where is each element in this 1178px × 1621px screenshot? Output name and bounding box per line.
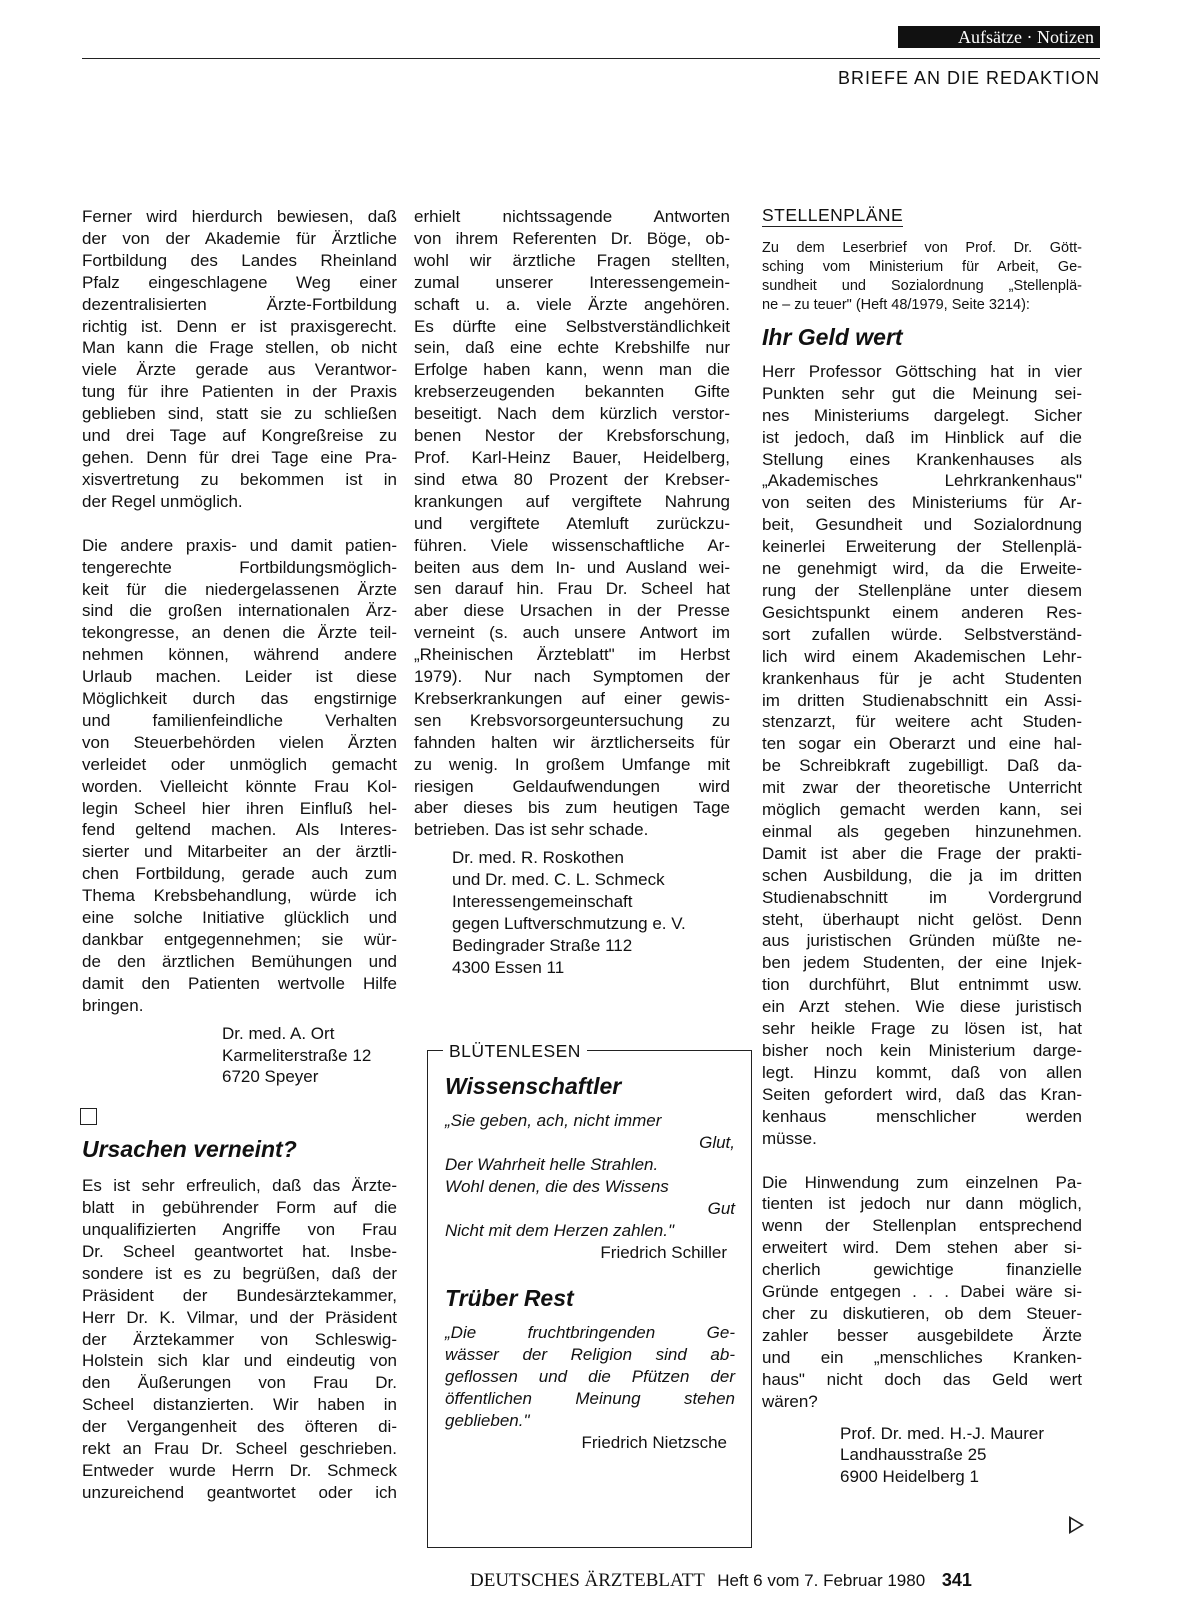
text-line: Es ist sehr erfreulich, daß das Ärzte- <box>82 1176 397 1196</box>
text-line: sein, daß eine echte Krebshilfe nur <box>414 338 730 358</box>
paragraph <box>82 206 397 513</box>
intro-line: ne – zu teuer" (Heft 48/1979, Seite 3214): <box>762 297 1030 313</box>
text-line: von ihrem Referenten Dr. Böge, ob- <box>414 228 730 248</box>
text-line: be Schreibkraft zugebilligt. Daß da- <box>762 756 1082 776</box>
text-line: 1979). Nur nach Symptomen der <box>414 667 730 687</box>
text-line: krankenhaus für je acht Studenten <box>762 668 1082 688</box>
text-line: und vergiftete Atemluft zurückzu- <box>414 513 730 533</box>
top-rule <box>82 58 1100 59</box>
text-line: krebserzeugenden bekannten Gifte <box>414 382 730 402</box>
text-line: ben jedem Studenten, der eine Injek- <box>762 953 1082 973</box>
intro-line: Zu dem Leserbrief von Prof. Dr. Gött- <box>762 240 1082 256</box>
signature-line: Prof. Dr. med. H.-J. Maurer <box>840 1423 1045 1443</box>
text-line: dankbar entgegennehmen; sie wür- <box>82 930 397 949</box>
quote-line: Glut, <box>699 1132 735 1152</box>
text-line: lich wird einem Akademischen Lehr- <box>762 646 1082 666</box>
intro-line: sching vom Ministerium für Arbeit, Ge- <box>762 259 1082 275</box>
text-line: geblieben sind, statt sie zu schließen <box>82 404 397 424</box>
text-line: sen Krebsvorsorgeuntersuchung zu <box>414 710 730 730</box>
text-line: tienten ist jedoch nur dann möglich, <box>762 1194 1082 1214</box>
text-line: Scheel distanzierten. Wir haben in <box>82 1395 397 1415</box>
text-line: legin Scheel hier ihren Einfluß hel- <box>82 798 397 818</box>
text-line: Pfalz eingeschlagene Weg einer <box>82 272 397 292</box>
quote-line: öffentlichen Meinung stehen <box>445 1388 735 1408</box>
footer <box>470 1570 972 1592</box>
box-heading: Trüber Rest <box>445 1284 574 1311</box>
signature <box>762 1423 1082 1489</box>
quote-line: Der Wahrheit helle Strahlen. <box>445 1154 659 1174</box>
section-heading: BRIEFE AN DIE REDAKTION <box>837 68 1100 88</box>
square-icon <box>80 1108 397 1131</box>
text-line: haus" nicht doch das Geld wert <box>762 1369 1082 1389</box>
text-line: Holstein sich klar und eindeutig von <box>82 1351 397 1371</box>
text-line: nehmen können, während andere <box>82 645 397 665</box>
paragraph <box>82 1175 397 1504</box>
text-line: führen. Viele wissenschaftliche Ar- <box>414 535 730 555</box>
text-line: betrieben. Das ist sehr schade. <box>414 820 649 840</box>
quote-line: Wohl denen, die des Wissens <box>445 1176 669 1196</box>
text-line: sind etwa 80 Prozent der Krebser- <box>414 469 730 489</box>
box-heading: Wissenschaftler <box>445 1073 622 1099</box>
text-line: Thema Krebsbehandlung, würde ich <box>82 886 397 906</box>
text-line: wohl wir ärztliche Fragen stellten, <box>414 250 730 270</box>
text-line: mit zwar der theoretische Unterricht <box>762 778 1082 798</box>
text-line: Seiten gefordert wird, daß das Kran- <box>762 1084 1082 1104</box>
text-line: „Akademisches Lehrkrankenhaus" <box>762 471 1082 491</box>
text-line: sondere ist es zu begrüßen, daß der <box>82 1263 397 1283</box>
text-line: bisher noch kein Ministerium darge- <box>762 1041 1082 1060</box>
text-line: sierter und Mitarbeiter an der ärztli- <box>82 842 397 862</box>
text-line: viele Ärzte gerade aus Verantwor- <box>82 360 397 380</box>
text-line: Gesichtspunkt einem anderen Res- <box>762 602 1082 622</box>
text-line: Urlaub machen. Leider ist diese <box>82 667 397 687</box>
text-line: Krebserkrankungen auf einer gewis- <box>414 688 730 708</box>
text-line: zahler besser ausgebildete Ärzte <box>762 1325 1082 1345</box>
quote-line: „Sie geben, ach, nicht immer <box>445 1110 662 1130</box>
text-line: einmal als gegeben hinzunehmen. <box>762 821 1082 841</box>
text-line: kenhaus menschlicher werden <box>762 1106 1082 1126</box>
text-line: krankungen auf vergiftete Nahrung <box>414 491 730 511</box>
text-line: verleidet oder unmöglich gemacht <box>82 754 397 774</box>
text-line: steht, überhaupt nicht gelöst. Denn <box>762 909 1082 929</box>
signature-line: 4300 Essen 11 <box>452 957 565 977</box>
quote-line: geblieben." <box>445 1410 530 1430</box>
signature-line: Dr. med. A. Ort <box>222 1023 335 1043</box>
quote-line: Nicht mit dem Herzen zahlen." <box>445 1220 675 1240</box>
quote-line: „Die fruchtbringenden Ge- <box>445 1322 735 1342</box>
text-line: tengerechte Fortbildungsmöglich- <box>82 557 397 577</box>
signature <box>82 1023 397 1089</box>
text-line: zumal unserer Interessengemein- <box>414 272 730 292</box>
text-line: legt. Hinzu kommt, daß von allen <box>762 1062 1082 1082</box>
text-line: Fortbildung des Landes Rheinland <box>82 250 397 270</box>
text-line: de den ärztlichen Bemühungen und <box>82 951 397 971</box>
quote <box>445 1322 735 1432</box>
column-3 <box>762 204 1082 1488</box>
signature-line: 6720 Speyer <box>222 1067 319 1087</box>
signature-line: Dr. med. R. Roskothen <box>452 848 624 868</box>
paragraph <box>82 535 397 1017</box>
text-line: der von der Akademie für Ärztliche <box>82 228 397 248</box>
text-line: ne genehmigt wird, da die Erweite- <box>762 559 1082 579</box>
text-line: der Vergangenheit des öfteren di- <box>82 1417 397 1437</box>
text-line: blatt in gebührender Form auf die <box>82 1198 397 1218</box>
text-line: den Äußerungen von Frau Dr. <box>82 1373 397 1393</box>
text-line: rung der Stellenpläne unter diesem <box>762 580 1082 600</box>
text-line: Man kann die Frage stellen, ob nicht <box>82 338 397 358</box>
text-line: tung für ihre Patienten in der Praxis <box>82 382 397 402</box>
text-line: und drei Tage auf Kongreßreise zu <box>82 426 397 446</box>
text-line: müsse. <box>762 1128 817 1148</box>
intro-text <box>762 239 1082 315</box>
text-line: erhielt nichtssagende Antworten <box>414 207 730 226</box>
text-line: stenzarzt, für weitere acht Studen- <box>762 712 1082 732</box>
column-1 <box>82 206 397 1504</box>
quote <box>445 1110 735 1242</box>
text-line: unzureichend geantwortet oder ich <box>82 1482 397 1502</box>
quote-line: wässer der Religion sind ab- <box>445 1344 735 1364</box>
quote-author: Friedrich Schiller <box>600 1242 727 1262</box>
text-line: benen Nestor der Krebsforschung, <box>414 426 730 446</box>
paragraph <box>762 361 1082 1150</box>
text-line: beseitigt. Nach dem kürzlich verstor- <box>414 404 730 424</box>
text-line: Herr Dr. K. Vilmar, und der Präsident <box>82 1307 397 1327</box>
continue-arrow-icon <box>1069 1516 1084 1534</box>
box-label: BLÜTENLESEN <box>443 1041 587 1062</box>
text-line: ein Arzt stehen. Wie diese juristisch <box>762 997 1082 1017</box>
text-line: und ein „menschliches Kranken- <box>762 1347 1082 1367</box>
text-line: xisvertretung zu bekommen ist in <box>82 469 397 489</box>
issue-info: Heft 6 vom 7. Februar 1980 <box>717 1571 926 1590</box>
text-line: Die Hinwendung zum einzelnen Pa- <box>762 1172 1082 1192</box>
text-line: chen Fortbildung, gerade auch zum <box>82 864 397 884</box>
text-line: zu wenig. In großem Umfange mit <box>414 754 730 774</box>
text-line: damit den Patienten wertvolle Hilfe <box>82 973 397 993</box>
text-line: aber dieses bis zum heutigen Tage <box>414 798 730 818</box>
box-content <box>445 1073 735 1454</box>
text-line: Die andere praxis- und damit patien- <box>82 535 397 555</box>
text-line: schaft u. a. viele Ärzte angehören. <box>414 294 730 314</box>
text-line: im dritten Studienabschnitt ein Assi- <box>762 690 1082 710</box>
text-line: Stellung eines Krankenhauses als <box>762 449 1082 469</box>
text-line: erweitert wird. Dem stehen aber si- <box>762 1238 1082 1258</box>
text-line: Dr. Scheel geantwortet hat. Insbe- <box>82 1241 397 1261</box>
text-line: eine solche Initiative glücklich und <box>82 908 397 928</box>
text-line: Entweder wurde Herrn Dr. Schmeck <box>82 1460 397 1480</box>
text-line: nes Ministeriums dargelegt. Sicher <box>762 405 1082 425</box>
quote-line: geflossen und die Pfützen der <box>445 1366 735 1386</box>
text-line: tion durchführt, Blut entnimmt usw. <box>762 975 1082 995</box>
text-line: fahnden halten wir ärztlicherseits für <box>414 732 730 752</box>
text-line: „Rheinischen Ärzteblatt" im Herbst <box>414 645 730 665</box>
signature-line: Bedingrader Straße 112 <box>452 935 633 955</box>
text-line: sind die großen internationalen Ärz- <box>82 601 397 621</box>
text-line: beit, Gesundheit und Sozialordnung <box>762 515 1082 535</box>
text-line: richtig ist. Denn er ist praxisgerecht. <box>82 316 397 336</box>
text-line: Studienabschnitt im Vordergrund <box>762 887 1082 907</box>
text-line: und familienfeindliche Verhalten <box>82 710 397 730</box>
text-line: möglich gemacht werden kann, sei <box>762 800 1082 820</box>
article-heading: Ihr Geld wert <box>762 324 903 350</box>
text-line: sen darauf hin. Frau Dr. Scheel hat <box>414 579 730 599</box>
text-line: gehen. Denn für drei Tage eine Pra- <box>82 447 397 467</box>
text-line: unqualifizierten Angriffe von Frau <box>82 1219 397 1239</box>
text-line: schen Ausbildung, die ja im dritten <box>762 865 1082 885</box>
signature-line: gegen Luftverschmutzung e. V. <box>452 914 686 933</box>
text-line: von Steuerbehörden vielen Ärzten <box>82 732 397 752</box>
journal-name: DEUTSCHES ÄRZTEBLATT <box>470 1570 705 1591</box>
quote-line: Gut <box>707 1198 735 1218</box>
text-line: Punkten sehr gut die Meinung sei- <box>762 383 1082 403</box>
text-line: rekt an Frau Dr. Scheel geschrieben. <box>82 1439 397 1459</box>
quote-author: Friedrich Nietzsche <box>581 1432 727 1452</box>
text-line: wären? <box>762 1391 818 1411</box>
text-line: der Ärztekammer von Schleswig- <box>82 1329 397 1349</box>
paragraph <box>414 206 730 841</box>
text-line: Gründe entgegen . . . Dabei wäre si- <box>762 1282 1082 1302</box>
text-line: worden. Vielleicht könnte Frau Kol- <box>82 776 397 796</box>
intro-line: sundheit und Sozialordnung „Stellenplä- <box>762 278 1082 294</box>
text-line: Damit ist aber die Frage der prakti- <box>762 843 1082 863</box>
column-2 <box>414 206 730 979</box>
page-number: 341 <box>941 1570 972 1590</box>
text-line: wenn der Stellenplan entsprechend <box>762 1216 1082 1236</box>
signature <box>414 847 730 978</box>
text-line: bringen. <box>82 995 144 1015</box>
text-line: keinerlei Erweiterung der Stellenplä- <box>762 537 1082 557</box>
text-line: Prof. Karl-Heinz Bauer, Heidelberg, <box>414 447 730 467</box>
text-line: Erfolge haben kann, wenn man die <box>414 360 730 380</box>
text-line: aus juristischen Gründen müßte ne- <box>762 931 1082 951</box>
text-line: Möglichkeit durch das engstirnige <box>82 689 397 709</box>
text-line: Ferner wird hierdurch bewiesen, daß <box>82 207 397 226</box>
signature-line: 6900 Heidelberg 1 <box>840 1467 979 1487</box>
text-line: von seiten des Ministeriums für Ar- <box>762 493 1082 513</box>
signature-line: Landhausstraße 25 <box>840 1445 987 1465</box>
text-line: ten sogar ein Oberarzt und eine hal- <box>762 734 1082 754</box>
signature-line: Karmeliterstraße 12 <box>222 1045 372 1065</box>
kicker: STELLENPLÄNE <box>762 205 904 225</box>
text-line: beiten aus dem In- und Ausland wei- <box>414 557 730 577</box>
text-line: fend geltend machen. Als Interes- <box>82 820 397 840</box>
text-line: cher zu diskutieren, ob dem Steuer- <box>762 1303 1082 1323</box>
signature-line: Interessengemeinschaft <box>452 892 633 912</box>
text-line: dezentralisierten Ärzte-Fortbildung <box>82 294 397 314</box>
text-line: tekongresse, an denen die Ärzte teil- <box>82 623 397 643</box>
text-line: verneint (s. auch unsere Antwort im <box>414 623 730 643</box>
text-line: aber diese Ursachen in der Presse <box>414 601 730 621</box>
text-line: sort zufallen würde. Selbstverständ- <box>762 624 1082 644</box>
text-line: sehr heikle Frage zu lösen ist, hat <box>762 1019 1082 1039</box>
text-line: Herr Professor Göttsching hat in vier <box>762 361 1082 381</box>
paragraph <box>762 1172 1082 1413</box>
text-line: cherlich gewichtige finanzielle <box>762 1260 1082 1280</box>
section-tag: Aufsätze · Notizen <box>898 26 1100 48</box>
text-line: keit für die niedergelassenen Ärzte <box>82 579 397 599</box>
article-heading: Ursachen verneint? <box>82 1136 297 1163</box>
text-line: Präsident der Bundesärztekammer, <box>82 1285 397 1305</box>
text-line: Es dürfte eine Selbstverständlichkeit <box>414 316 730 336</box>
text-line: ist jedoch, daß im Hinblick auf die <box>762 427 1082 447</box>
text-line: riesigen Geldaufwendungen wird <box>414 776 730 796</box>
text-line: der Regel unmöglich. <box>82 491 243 511</box>
signature-line: und Dr. med. C. L. Schmeck <box>452 870 665 890</box>
